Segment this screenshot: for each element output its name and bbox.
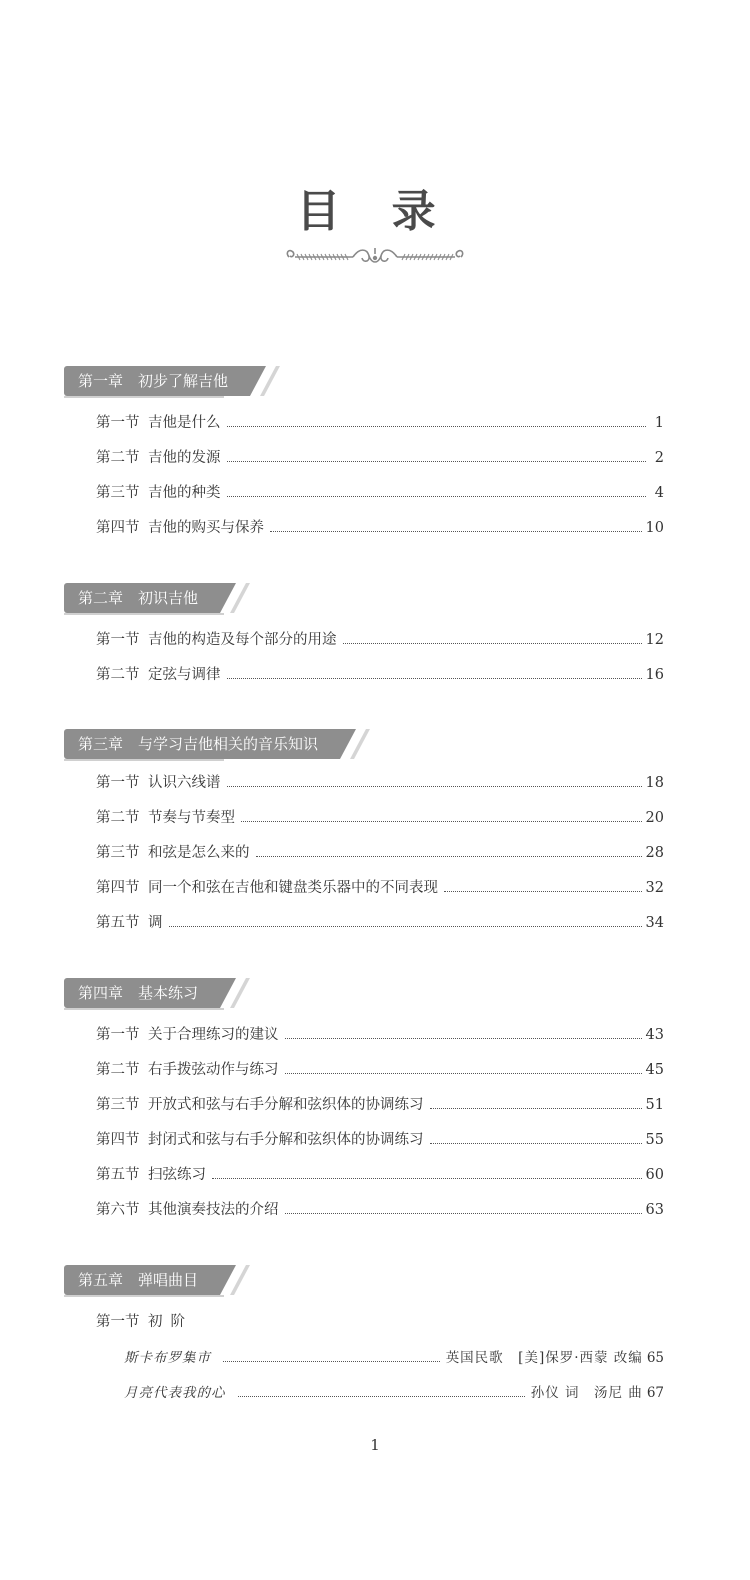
toc-entry[interactable]: 第二节 右手拨弦动作与练习 45 xyxy=(96,1062,664,1078)
toc-entry[interactable]: 第三节 吉他的种类 4 xyxy=(96,485,664,501)
toc-entry[interactable]: 第一节 吉他的构造及每个部分的用途 12 xyxy=(96,632,664,648)
dot-leader xyxy=(430,1107,642,1109)
page-title: 目 录 xyxy=(296,186,454,237)
toc-entry[interactable]: 第一节 吉他是什么 1 xyxy=(96,415,664,431)
chapter-1-heading xyxy=(64,366,250,396)
toc-entry[interactable]: 第一节 认识六线谱 18 xyxy=(96,775,664,791)
toc-entry[interactable]: 第六节 其他演奏技法的介绍 63 xyxy=(96,1202,664,1218)
page-number: 1 xyxy=(370,1436,380,1454)
chapter-2-heading xyxy=(64,583,220,613)
dot-leader xyxy=(343,642,642,644)
toc-entry[interactable]: 第一节 关于合理练习的建议 43 xyxy=(96,1027,664,1043)
dot-leader xyxy=(227,460,647,462)
dot-leader xyxy=(444,890,642,892)
toc-entry[interactable]: 第五节 调 34 xyxy=(96,915,664,931)
toc-entry[interactable]: 第二节 吉他的发源 2 xyxy=(96,450,664,466)
dot-leader xyxy=(270,530,642,532)
dot-leader xyxy=(227,425,647,427)
dot-leader xyxy=(212,1177,642,1179)
toc-subsection[interactable]: 第一节 初阶 xyxy=(96,1314,193,1330)
toc-entry[interactable]: 第二节 定弦与调律 16 xyxy=(96,667,664,683)
dot-leader xyxy=(285,1212,642,1214)
dot-leader xyxy=(223,1360,440,1362)
scroll-ornament-icon xyxy=(283,244,467,270)
chapter-4-heading xyxy=(64,978,220,1008)
chapter-label: 第二章 初识吉他 xyxy=(64,583,220,613)
dot-leader xyxy=(430,1142,642,1144)
toc-entry[interactable]: 第四节 同一个和弦在吉他和键盘类乐器中的不同表现 32 xyxy=(96,880,664,896)
dot-leader xyxy=(285,1072,642,1074)
dot-leader xyxy=(227,785,642,787)
chapter-label: 第三章 与学习吉他相关的音乐知识 xyxy=(64,729,340,759)
toc-entry[interactable]: 第三节 和弦是怎么来的 28 xyxy=(96,845,664,861)
toc-entry[interactable]: 第二节 节奏与节奏型 20 xyxy=(96,810,664,826)
chapter-label: 第五章 弹唱曲目 xyxy=(64,1265,220,1295)
toc-entry[interactable]: 第四节 吉他的购买与保养 10 xyxy=(96,520,664,536)
dot-leader xyxy=(241,820,642,822)
toc-song-entry[interactable]: 斯卡布罗集市 英国民歌 [美]保罗·西蒙 改编 65 xyxy=(124,1350,664,1366)
toc-entry[interactable]: 第五节 扫弦练习 60 xyxy=(96,1167,664,1183)
chapter-3-heading xyxy=(64,729,340,759)
dot-leader xyxy=(169,925,642,927)
chapter-5-heading xyxy=(64,1265,220,1295)
chapter-label: 第四章 基本练习 xyxy=(64,978,220,1008)
dot-leader xyxy=(256,855,642,857)
toc-song-entry[interactable]: 月亮代表我的心 孙仪 词 汤尼 曲 67 xyxy=(124,1385,664,1401)
dot-leader xyxy=(238,1395,525,1397)
toc-entry[interactable]: 第三节 开放式和弦与右手分解和弦织体的协调练习 51 xyxy=(96,1097,664,1113)
toc-entry[interactable]: 第四节 封闭式和弦与右手分解和弦织体的协调练习 55 xyxy=(96,1132,664,1148)
dot-leader xyxy=(227,677,642,679)
chapter-label: 第一章 初步了解吉他 xyxy=(64,366,250,396)
dot-leader xyxy=(285,1037,642,1039)
dot-leader xyxy=(227,495,647,497)
